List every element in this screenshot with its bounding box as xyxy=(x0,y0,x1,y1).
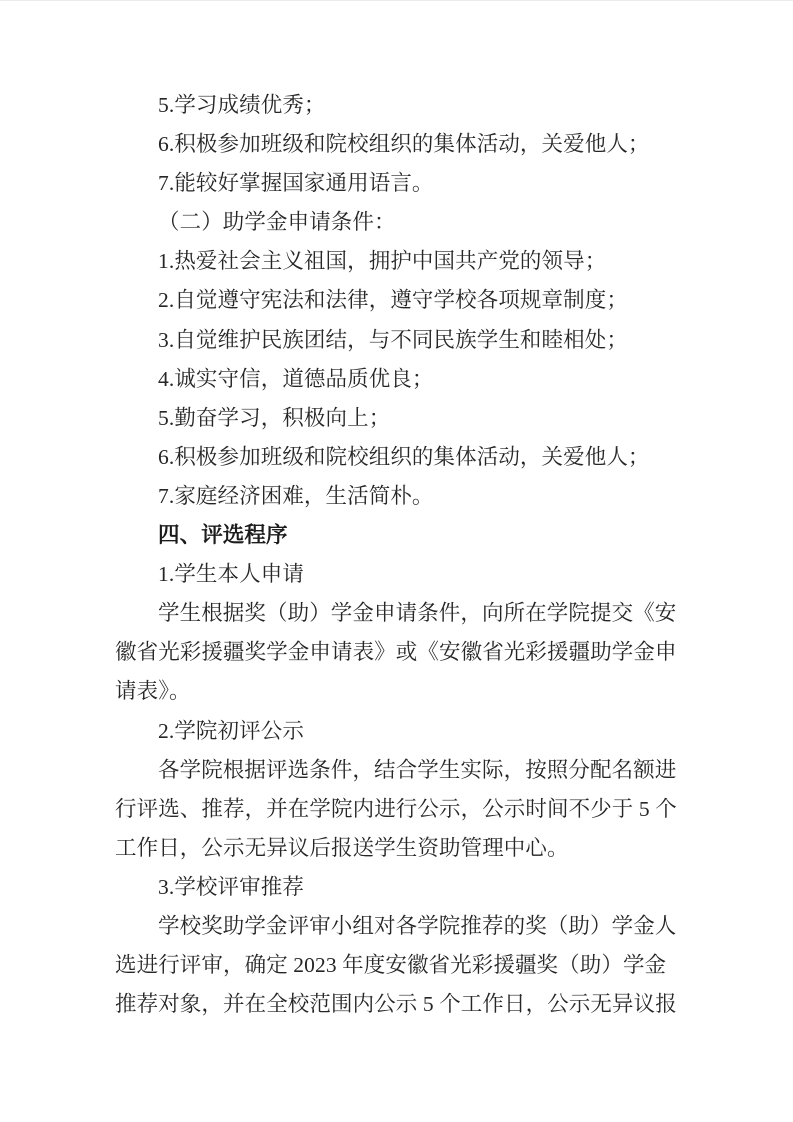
text-line: 1.热爱社会主义祖国，拥护中国共产党的领导； xyxy=(158,249,607,274)
text-line: 6.积极参加班级和院校组织的集体活动，关爱他人； xyxy=(158,444,650,469)
text-line: 行评选、推荐，并在学院内进行公示，公示时间不少于 5 个 xyxy=(115,796,677,821)
text-line: 1.学生本人申请 xyxy=(158,562,304,587)
text-line: 4.诚实守信，道德品质优良； xyxy=(158,366,434,391)
text-line: （二）助学金申请条件： xyxy=(158,210,396,235)
scan-edge-line xyxy=(0,0,793,1)
text-line: 推荐对象，并在全校范围内公示 5 个工作日，公示无异议报 xyxy=(115,992,677,1017)
text-line: 2.学院初评公示 xyxy=(158,718,304,743)
text-line: 7.能较好掌握国家通用语言。 xyxy=(158,171,434,196)
text-line: 学校奖助学金评审小组对各学院推荐的奖（助）学金人 xyxy=(158,913,677,938)
text-line: 5.学习成绩优秀； xyxy=(158,93,326,117)
text-line: 5.勤奋学习，积极向上； xyxy=(158,405,391,430)
text-line: 6.积极参加班级和院校组织的集体活动，关爱他人； xyxy=(158,132,650,157)
text-line: 3.自觉维护民族团结，与不同民族学生和睦相处； xyxy=(158,327,628,352)
text-line: 请表》。 xyxy=(115,679,191,704)
text-line: 3.学校评审推荐 xyxy=(158,874,304,899)
text-line: 徽省光彩援疆奖学金申请表》或《安徽省光彩援疆助学金申 xyxy=(115,640,677,665)
text-line: 学生根据奖（助）学金申请条件，向所在学院提交《安 xyxy=(158,601,677,626)
text-line: 7.家庭经济困难，生活简朴。 xyxy=(158,483,434,508)
text-line: 各学院根据评选条件，结合学生实际，按照分配名额进 xyxy=(158,757,677,782)
text-line: 选进行评审，确定 2023 年度安徽省光彩援疆奖（助）学金 xyxy=(115,953,667,978)
text-line: 2.自觉遵守宪法和法律，遵守学校各项规章制度； xyxy=(158,288,628,313)
section-heading: 四、评选程序 xyxy=(158,523,288,548)
document-body xyxy=(115,86,677,1024)
text-line: 工作日，公示无异议后报送学生资助管理中心。 xyxy=(115,835,569,860)
